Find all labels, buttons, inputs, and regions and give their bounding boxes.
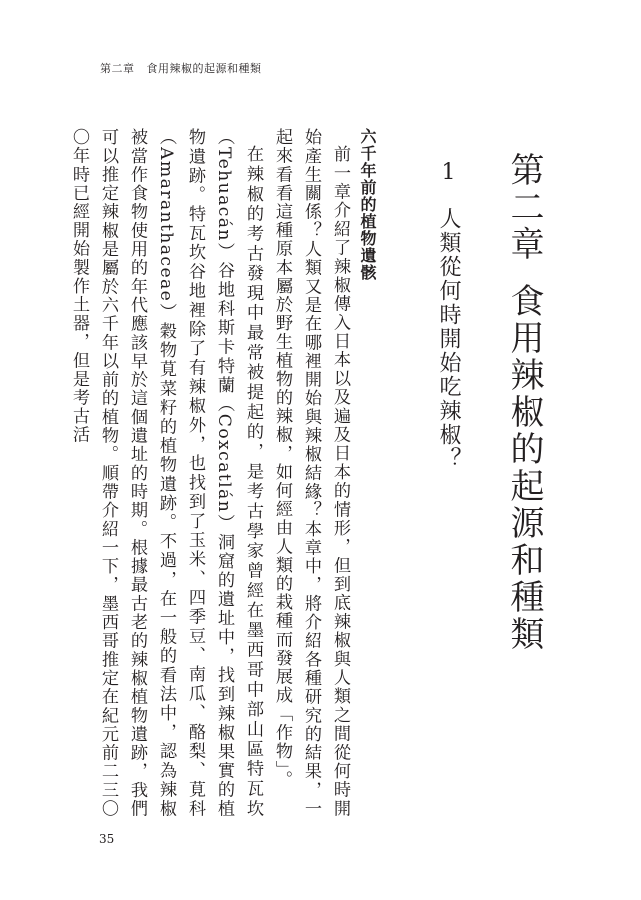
chapter-number: 第二章: [504, 152, 544, 263]
page-number: 35: [99, 832, 115, 846]
running-header-chapter-label: 第二章: [100, 62, 135, 75]
section-title: 人類從何時開始吃辣椒？: [436, 207, 461, 471]
section-heading: [433, 160, 464, 471]
paragraph: 前一章介紹了辣椒傳入日本以及遍及日本的情形，但到底辣椒與人類之間從何時開始產生關係？人類又是在哪裡開始與辣椒結緣？本章中，將介紹各種研究的結果，一起來看看這種原本屬於野生植物的辣椒，如何經由人類的栽種而發展成「作物」。: [272, 128, 350, 818]
running-header-chapter-name: 食用辣椒的起源和種類: [146, 62, 262, 75]
body-text: [64, 128, 354, 818]
chapter-heading: [500, 152, 549, 653]
section-number: 1: [436, 160, 461, 187]
paragraph: 在辣椒的考古發現中最常被提起的，是考古學家曾經在墨西哥中部山區特瓦坎（Tehuacán）谷地科斯卡特蘭（Coxcatlán）洞窟的遺址中，找到辣椒果實的植物遺跡。特瓦坎谷地裡除了有辣椒外，也找到了玉米、四季豆、南瓜、酪梨、莧科（Amaranthaceae）穀物莧菜籽的植物遺跡。不過，在一般的看法中，認為辣椒被當作食物使用的年代應該早於這個遺址的時期。根據最古老的辣椒植物遺跡，我們可以推定辣椒是屬於六千年以前的植物。順帶介紹一下，墨西哥推定在紀元前二三〇〇年時已經開始製作土器，但是考古活: [69, 128, 263, 818]
chapter-title: 食用辣椒的起源和種類: [504, 283, 544, 653]
subheading: 六千年前的植物遺骸: [358, 128, 377, 281]
running-header: [100, 60, 274, 76]
